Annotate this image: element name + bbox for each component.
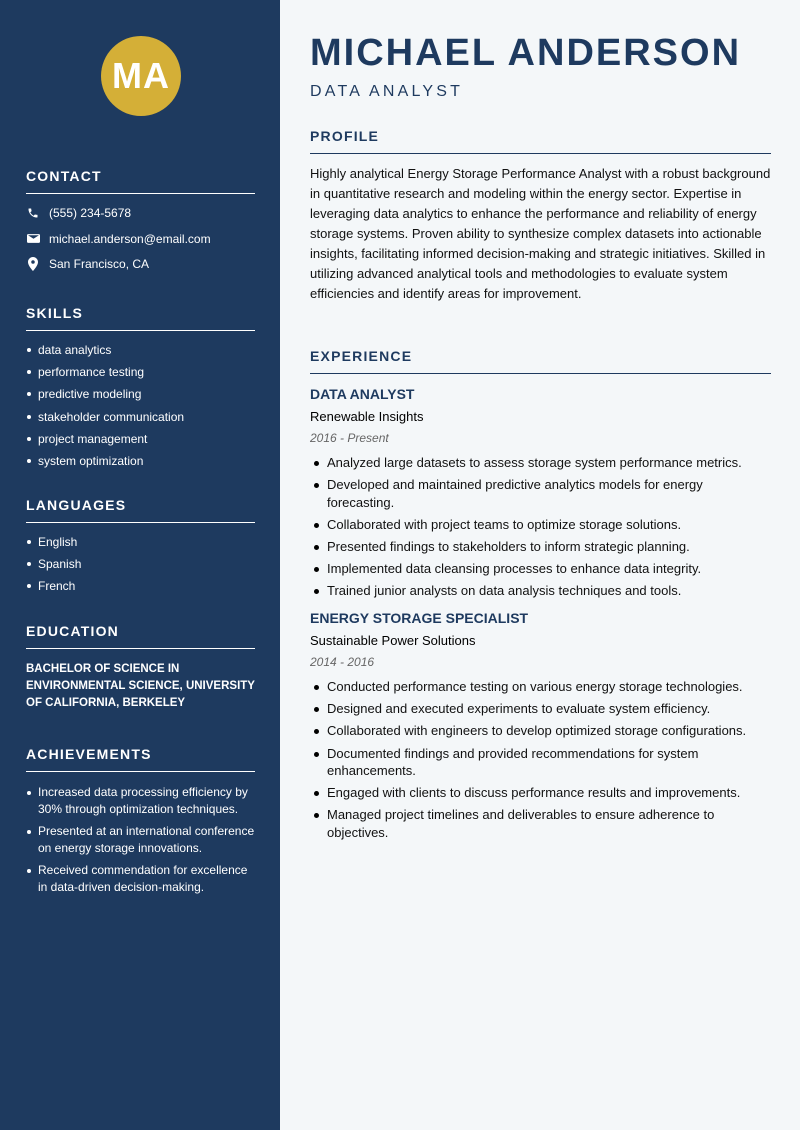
job-bullet: Collaborated with project teams to optimize storage solutions. [310, 516, 771, 534]
job-company: Renewable Insights [310, 409, 424, 424]
job-bullet: Collaborated with engineers to develop optimized storage configurations. [310, 722, 771, 740]
achievements-list [26, 784, 255, 896]
skill-item: data analytics [26, 343, 255, 357]
avatar: MA [101, 36, 181, 116]
education-section [26, 623, 255, 712]
education-degree: BACHELOR OF SCIENCE IN ENVIRONMENTAL SCIENCE, UNIVERSITY OF CALIFORNIA, BERKELEY [26, 663, 255, 709]
job-bullet: Presented findings to stakeholders to inform strategic planning. [310, 538, 771, 556]
location-pin-icon [26, 257, 40, 271]
phone-icon [26, 206, 40, 220]
job-title: ENERGY STORAGE SPECIALIST [310, 609, 529, 626]
contact-heading: CONTACT [26, 168, 255, 194]
job-bullet: Analyzed large datasets to assess storage system performance metrics. [310, 454, 771, 472]
achievements-heading: ACHIEVEMENTS [26, 746, 255, 772]
job-dates: 2014 - 2016 [310, 654, 375, 669]
job-bullet: Managed project timelines and deliverables to ensure adherence to objectives. [310, 806, 771, 841]
sidebar [0, 0, 280, 1130]
candidate-title: DATA ANALYST [310, 83, 464, 100]
achievement-item: Increased data processing efficiency by 30% through optimization techniques. [26, 784, 255, 818]
job-company: Sustainable Power Solutions [310, 632, 476, 648]
language-item: English [26, 535, 255, 549]
achievements-section [26, 746, 255, 901]
skill-item: stakeholder communication [26, 410, 255, 424]
job-bullet: Trained junior analysts on data analysis techniques and tools. [310, 582, 771, 600]
skills-list [26, 343, 255, 468]
job-entry [310, 610, 771, 841]
contact-phone [26, 206, 255, 220]
job-bullet: Implemented data cleansing processes to enhance data integrity. [310, 560, 771, 578]
contact-location [26, 257, 255, 271]
profile-section [310, 128, 771, 304]
email-icon [26, 232, 40, 246]
job-title: DATA ANALYST [310, 386, 415, 402]
skill-item: system optimization [26, 454, 255, 468]
skills-heading: SKILLS [26, 305, 255, 331]
experience-section [310, 348, 771, 846]
achievement-item: Presented at an international conference on energy storage innovations. [26, 823, 255, 857]
languages-section [26, 497, 255, 602]
achievement-item: Received commendation for excellence in data-driven decision-making. [26, 862, 255, 896]
education-heading: EDUCATION [26, 623, 255, 649]
email-text: michael.anderson@email.com [49, 231, 211, 246]
languages-heading: LANGUAGES [26, 497, 255, 523]
skill-item: predictive modeling [26, 387, 255, 401]
profile-text: Highly analytical Energy Storage Performance Analyst with a robust background in quantitative research and modeling within the energy sector. Expertise in leveraging data analytics to enhance the performance and reliability of energy storage systems. Proven ability to synthesize complex datasets into actionable insights, facilitating informed decision-making and strategic initiatives. Skilled in utilizing advanced analytical tools and methodologies to evaluate system efficiencies and identify areas for improvement. [310, 166, 771, 301]
job-dates: 2016 - Present [310, 431, 389, 445]
candidate-name: MICHAEL ANDERSON [310, 32, 742, 74]
contact-section [26, 168, 255, 283]
language-item: French [26, 579, 255, 593]
phone-text: (555) 234-5678 [49, 206, 132, 220]
experience-heading: EXPERIENCE [310, 348, 771, 374]
job-entry [310, 386, 771, 600]
skill-item: performance testing [26, 365, 255, 379]
languages-list [26, 535, 255, 593]
job-bullet: Designed and executed experiments to evaluate system efficiency. [310, 700, 771, 718]
job-bullets [310, 678, 771, 841]
job-bullets [310, 454, 771, 600]
job-bullet: Conducted performance testing on various energy storage technologies. [310, 678, 771, 696]
job-bullet: Developed and maintained predictive analytics models for energy forecasting. [310, 476, 771, 511]
contact-email [26, 232, 255, 246]
location-text: San Francisco, CA [49, 257, 150, 271]
language-item: Spanish [26, 557, 255, 571]
job-bullet: Engaged with clients to discuss performance results and improvements. [310, 784, 771, 802]
job-bullet: Documented findings and provided recommendations for system enhancements. [310, 745, 771, 780]
skills-section [26, 305, 255, 476]
profile-heading: PROFILE [310, 128, 771, 154]
skill-item: project management [26, 432, 255, 446]
